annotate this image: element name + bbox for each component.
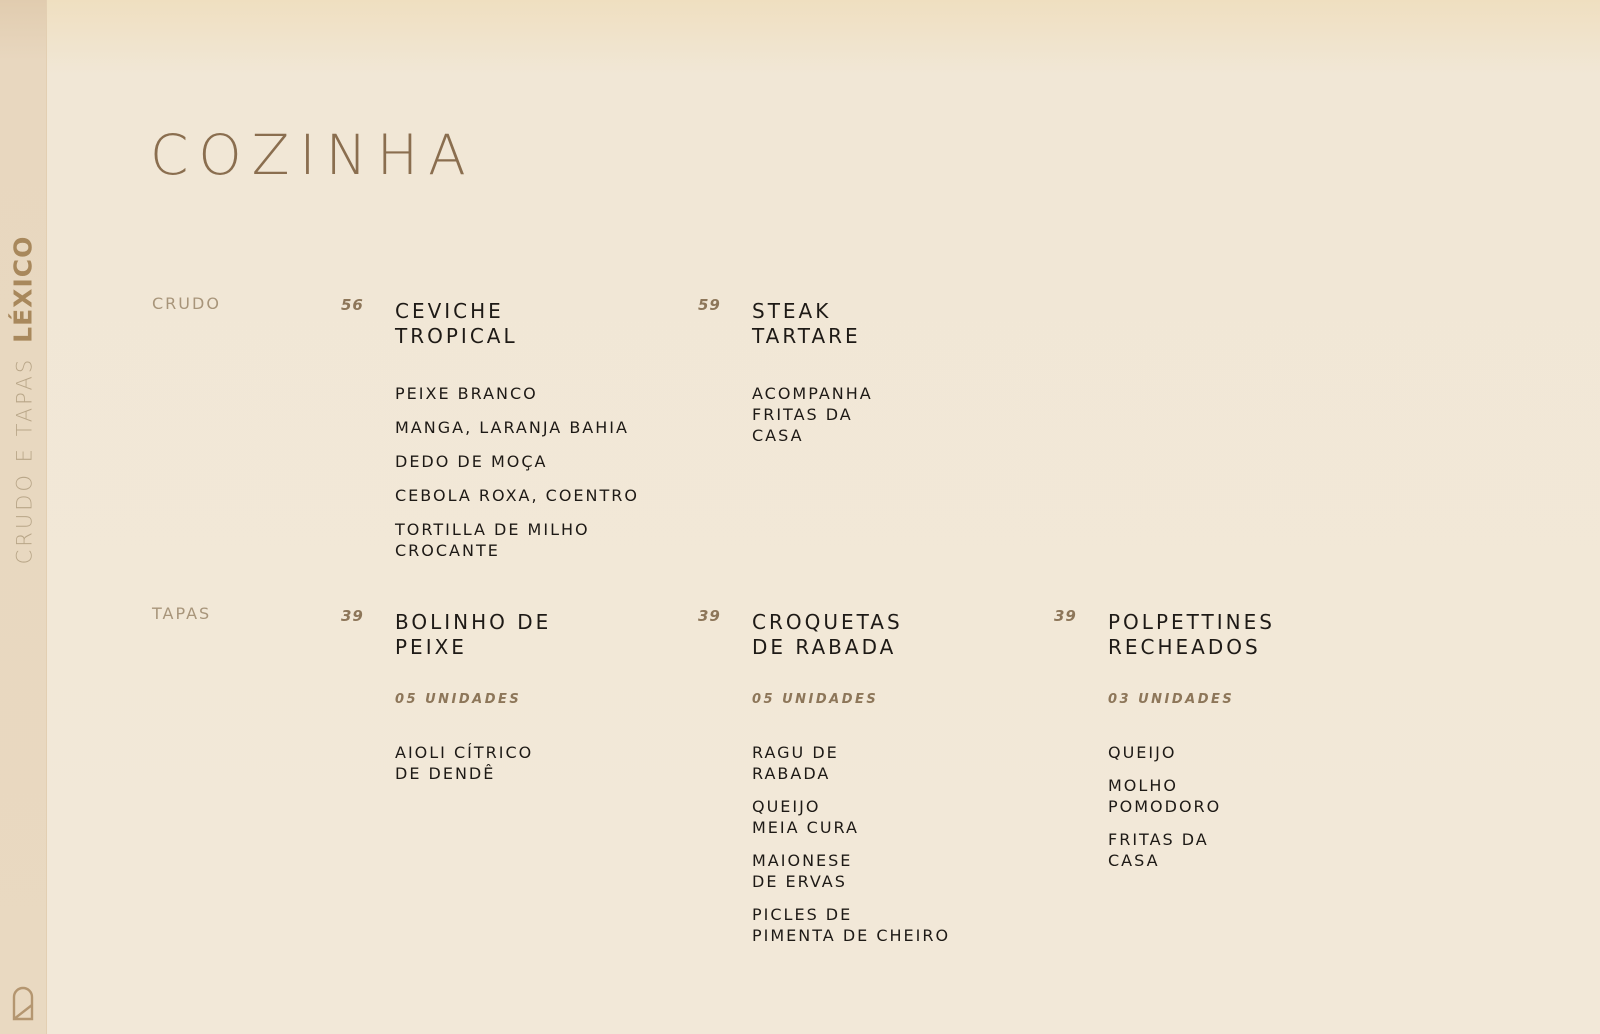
unit-count: 05 UNIDADES xyxy=(752,692,879,707)
ingredient-item: CEBOLA ROXA, COENTRO xyxy=(395,486,639,505)
arch-logo-icon xyxy=(11,985,35,1021)
ingredient-list xyxy=(752,383,873,446)
dish-price: 39 xyxy=(341,607,364,625)
dish-name: CEVICHE TROPICAL xyxy=(395,299,518,348)
ingredient-list xyxy=(752,742,950,946)
ingredient-item: MAIONESE DE ERVAS xyxy=(752,851,853,891)
side-branding xyxy=(9,236,38,565)
section-label-crudo: CRUDO xyxy=(152,294,221,313)
ingredient-item: ACOMPANHA FRITAS DA CASA xyxy=(752,384,873,445)
dish-name: CROQUETAS DE RABADA xyxy=(752,610,903,659)
unit-count: 05 UNIDADES xyxy=(395,692,522,707)
ingredient-item: PEIXE BRANCO xyxy=(395,384,538,403)
dish-price: 59 xyxy=(698,296,721,314)
ingredient-list xyxy=(395,383,639,561)
section-label-tapas: TAPAS xyxy=(152,604,212,623)
ingredient-list xyxy=(395,742,533,784)
ingredient-item: FRITAS DA CASA xyxy=(1108,830,1209,870)
unit-count: 03 UNIDADES xyxy=(1108,692,1235,707)
ingredient-item: QUEIJO xyxy=(1108,743,1177,762)
ingredient-item: PICLES DE PIMENTA DE CHEIRO xyxy=(752,905,951,945)
ingredient-item: AIOLI CÍTRICO DE DENDÊ xyxy=(395,743,534,783)
ingredient-list xyxy=(1108,742,1221,871)
dish-name: STEAK TARTARE xyxy=(752,299,861,348)
ingredient-item: TORTILLA DE MILHO CROCANTE xyxy=(395,520,590,560)
side-tagline: CRUDO E TAPAS xyxy=(12,356,37,565)
ingredient-item: DEDO DE MOÇA xyxy=(395,452,548,471)
dish-price: 39 xyxy=(1054,607,1077,625)
dish-name: POLPETTINES RECHEADOS xyxy=(1108,610,1275,659)
dish-price: 56 xyxy=(341,296,364,314)
brand-name: LÉXICO xyxy=(8,235,38,343)
ingredient-item: QUEIJO MEIA CURA xyxy=(752,797,859,837)
ingredient-item: RAGU DE RABADA xyxy=(752,743,839,783)
page-title: COZINHA xyxy=(150,123,476,187)
ingredient-item: MANGA, LARANJA BAHIA xyxy=(395,418,629,437)
dish-name: BOLINHO DE PEIXE xyxy=(395,610,552,659)
side-strip xyxy=(0,0,47,1034)
dish-price: 39 xyxy=(698,607,721,625)
ingredient-item: MOLHO POMODORO xyxy=(1108,776,1222,816)
